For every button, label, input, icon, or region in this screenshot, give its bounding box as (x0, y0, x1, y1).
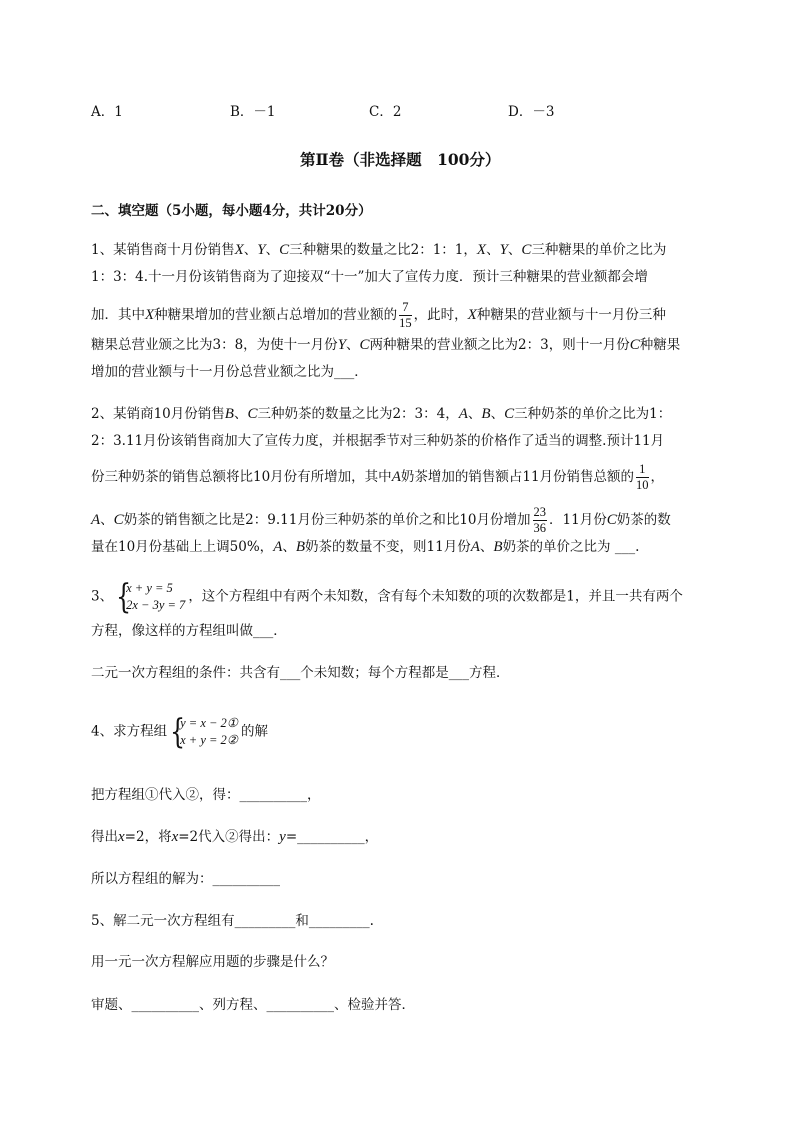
q1-line-1: 1、某销售商十月份销售X、Y、C三种糖果的数量之比2：1：1，X、Y、C三种糖果的单价之比为 (91, 242, 667, 258)
section-title: 二、填空题（5小题，每小题4分，共计20分） (91, 203, 372, 219)
q2-line-1: 2、某销商10月份销售B、C三种奶茶的数量之比为2：3：4，A、B、C三种奶茶的单价之比为1： (91, 406, 672, 422)
q4-line-4: 所以方程组的解为：__________ (91, 871, 280, 887)
equation-system-q4: { y = x − 2① x + y = 2② (170, 712, 239, 752)
q2-line-5: 量在10月份基础上上调50%，A、B奶茶的数量不变，则11月份A、B奶茶的单价之比为 ___. (91, 539, 640, 555)
q1-line-2: 1：3：4.十一月份该销售商为了迎接双“十一”加大了宣传力度．预计三种糖果的营业额都会增 (91, 269, 648, 285)
choice-b: B．－1 (230, 104, 276, 120)
fraction-1-10: $\frac{1}{10}$ (636, 462, 649, 492)
fraction-23-36: $\frac{23}{36}$ (533, 505, 547, 535)
q4-line-3: 得出x=2，将x=2代入②得出：y=__________， (91, 829, 379, 845)
q2-line-3: 份三种奶茶的销售总额将比10月份有所增加，其中A奶茶增加的销售额占11月份销售总额的 $\frac{1}{10}$ ， (91, 462, 665, 492)
part-title: 第Ⅱ卷（非选择题 100分） (300, 150, 501, 169)
q2-line-2: 2：3.11月份该销售商加大了宣传力度，并根据季节对三种奶茶的价格作了适当的调整.预计11月 (91, 433, 665, 449)
choice-d: D．－3 (508, 104, 555, 120)
q5-line-2: 用一元一次方程解应用题的步骤是什么？ (91, 954, 334, 970)
q1-line-4: 糖果总营业颁之比为3：8，为使十一月份Y、C两种糖果的营业额之比为2：3，则十一月份C种糖果 (91, 337, 681, 353)
q3-line-2: 方程，像这样的方程组叫做___． (91, 623, 287, 639)
q5-line-3: 审题、__________、列方程、__________、检验并答． (91, 997, 415, 1013)
choice-a: A．1 (91, 104, 123, 120)
q5-line-1: 5、解二元一次方程组有_________和_________. (91, 913, 374, 929)
fraction-7-15: $\frac{7}{15}$ (399, 300, 412, 330)
q4-line-1: 4、求方程组 { y = x − 2① x + y = 2② 的解 (91, 712, 269, 752)
q3-line-1: 3、 { x + y = 5 2x − 3y = 7 ，这个方程组中有两个未知数，含有每个未知数的项的次数都是1，并且一共有两个 (91, 577, 683, 617)
q2-line-4: A、C奶茶的销售额之比是2：9.11月份三种奶茶的单价之和比10月份增加 $\frac{23}{36}$ ．11月份C奶茶的数 (91, 505, 671, 535)
choice-c: C．2 (369, 104, 402, 120)
q1-line-3: 加．其中X种糖果增加的营业额占总增加的营业额的 $\frac{7}{15}$ ，此时，X种糖果的营业额与十一月份三种 (91, 300, 666, 330)
q3-line-3: 二元一次方程组的条件：共含有___个未知数；每个方程都是___方程． (91, 665, 510, 681)
equation-system-q3: { x + y = 5 2x − 3y = 7 (116, 577, 186, 617)
q1-line-5: 增加的营业额与十一月份总营业额之比为___． (91, 364, 368, 380)
q4-line-2: 把方程组①代入②，得：__________， (91, 787, 321, 803)
